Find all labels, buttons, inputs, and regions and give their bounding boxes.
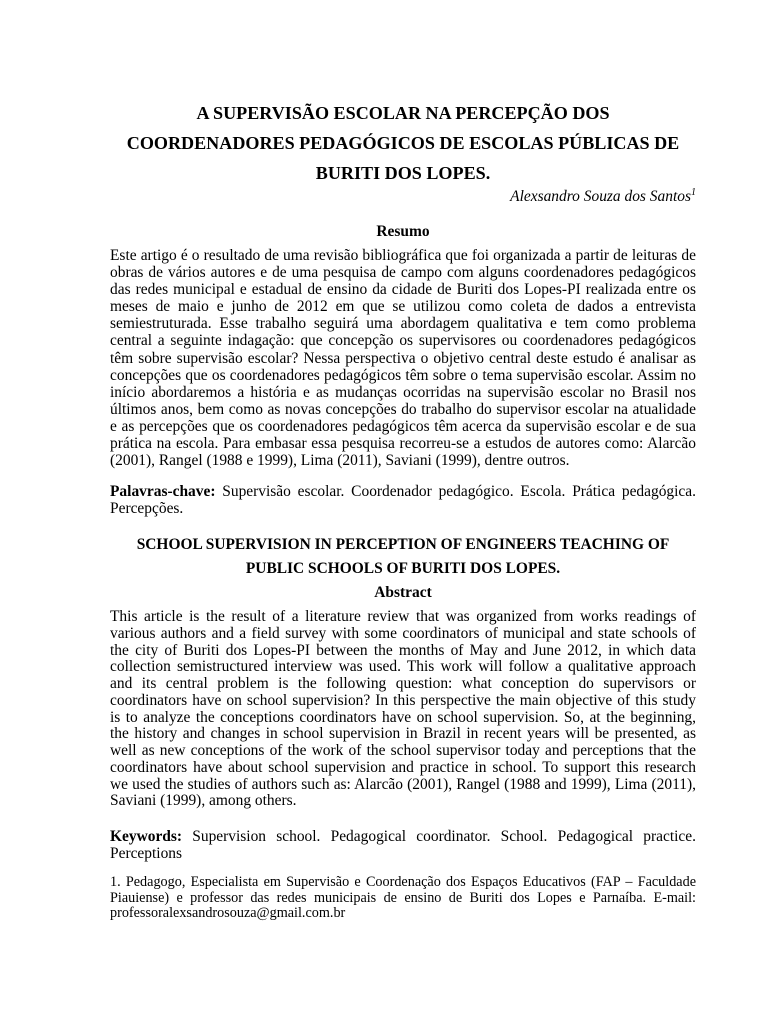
resumo-line: semiestruturada. Esse trabalho seguirá uma abordagem qualitativa e tem como problema (110, 315, 696, 333)
resumo-line: início abordaremos a história e as mudanças ocorridas na supervisão escolar no Brasil nos (110, 383, 696, 401)
abstract-line: coordinators have on school supervision? In this perspective the main objective of this study (110, 691, 696, 709)
footnote-marker: 1 (690, 187, 696, 199)
keywords-label: Keywords: (110, 828, 183, 845)
resumo-line: (2001), Rangel (1988 e 1999), Lima (2011), Saviani (1999), dentre outros. (110, 452, 570, 470)
abstract-body (110, 609, 696, 810)
footnote-email: professoralexsandrosouza@gmail.com.br (110, 905, 346, 921)
footnote (110, 875, 696, 922)
resumo-line: meses de maio e junho de 2012 em que se utilizou como coleta de dados a entrevista (110, 298, 696, 316)
abstract-line: This article is the result of a literature review that was organized from works readings of (110, 608, 696, 625)
resumo-line: prática na escola. Para embasar essa pesquisa recorreu-se a estudos de autores como: Alarcão (110, 435, 696, 453)
footnote-line: Piauiense) e professor das redes municipais de ensino de Buriti dos Lopes e Parnaíba. E-mail: (110, 889, 696, 906)
resumo-line: das redes municipal e estadual de ensino da cidade de Buriti dos Lopes-PI realizada entre os (110, 281, 696, 299)
keywords-line (110, 483, 696, 500)
keywords-text: Supervision school. Pedagogical coordinator. School. Pedagogical practice. (192, 828, 696, 845)
resumo-line: concepções que os coordenadores pedagógicos têm sobre o tema supervisão escolar. Assim no (110, 366, 696, 384)
resumo-line: Este artigo é o resultado de uma revisão bibliográfica que foi organizada a partir de leituras de (110, 247, 696, 264)
abstract-line: is to analyze the conceptions coordinators have on school supervision. So, at the beginning, (110, 708, 696, 726)
resumo-line: e as percepções que os coordenadores pedagógicos têm acerca da supervisão escolar e de sua (110, 417, 696, 435)
abstract-line: the history and changes in school supervision in Brazil in recent years will be presented, as (110, 725, 696, 743)
author-byline (110, 188, 696, 207)
title-line: A SUPERVISÃO ESCOLAR NA PERCEPÇÃO DOS (196, 103, 610, 123)
abstract-line: the city of Buriti dos Lopes-PI between the months of May and June 2012, in which data (110, 641, 696, 659)
resumo-line: têm sobre supervisão escolar? Nessa perspectiva o objetivo central deste estudo é analisar as (110, 349, 696, 367)
author-name: Alexsandro Souza dos Santos (510, 188, 691, 205)
abstract-line: collection semistructured interview was used. This work will follow a qualitative approach (110, 658, 696, 676)
keywords-line: Percepções. (110, 500, 184, 518)
keywords-en (110, 828, 696, 862)
resumo-line: obras de vários autores e de uma pesquisa de campo com alguns coordenadores pedagógicos (110, 264, 696, 282)
english-title-line: PUBLIC SCHOOLS OF BURITI DOS LOPES. (245, 560, 561, 577)
abstract-line: and its central problem is the following question: what conception do supervisors or (110, 675, 696, 692)
abstract-line: various authors and a field survey with some coordinators of municipal and state schools of (110, 624, 696, 642)
title-line: COORDENADORES PEDAGÓGICOS DE ESCOLAS PÚBLICAS DE (126, 133, 680, 153)
keywords-line: Perceptions (110, 845, 183, 862)
abstract-line: we used the studies of authors such as: Alarcão (2001), Rangel (1988 and 1999), Lima (2011), (110, 775, 696, 793)
english-title-line: SCHOOL SUPERVISION IN PERCEPTION OF ENGINEERS TEACHING OF (136, 536, 670, 553)
article-title (110, 98, 696, 188)
title-line: BURITI DOS LOPES. (315, 163, 491, 183)
abstract-heading: Abstract (374, 584, 432, 601)
footnote-line: 1. Pedagogo, Especialista em Supervisão e Coordenação dos Espaços Educativos (FAP – Faculdade (110, 874, 696, 890)
resumo-line: central a seguinte indagação: que concepção os supervisores ou coordenadores pedagógicos (110, 332, 696, 350)
abstract-line: well as new conceptions of the work of the school supervisor today and perceptions that the (110, 742, 696, 759)
keywords-text: Supervisão escolar. Coordenador pedagógico. Escola. Prática pedagógica. (222, 483, 696, 500)
resumo-heading: Resumo (376, 223, 430, 240)
english-title (110, 533, 696, 581)
keywords-label: Palavras-chave: (110, 483, 216, 500)
keywords-line (110, 828, 696, 845)
resumo-body (110, 247, 696, 469)
resumo-line: últimos anos, bem como as novas concepções do trabalho do supervisor escolar na atualidade (110, 400, 696, 418)
keywords-pt (110, 483, 696, 517)
abstract-line: Saviani (1999), among others. (110, 792, 297, 810)
abstract-line: coordinators have about school supervision and practice in school. To support this research (110, 758, 696, 776)
